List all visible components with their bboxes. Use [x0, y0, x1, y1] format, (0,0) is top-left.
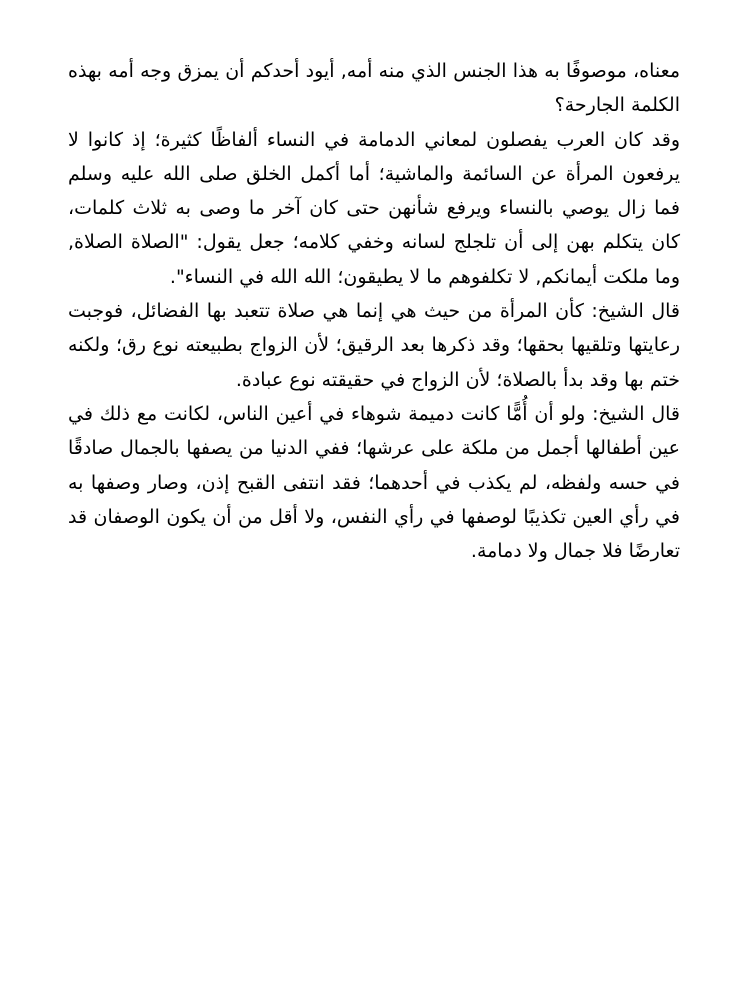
paragraph-4: قال الشيخ: ولو أن أُمًّا كانت دميمة شوهاء في أعين الناس، لكانت مع ذلك في عين أطفالها أجمل من ملكة على عرشها؛ ففي الدنيا من يصفها بالجمال صادقًا في حسه ولفظه، لم يكذب في أحدهما؛ فقد انتفى القبح إذن، وصار وصفها به في رأي العين تكذيبًا لوصفها في رأي النفس، ولا أقل من أن يكون الوصفان قد تعارضًا فلا جمال ولا دمامة.	[68, 402, 680, 563]
paragraph-1: معناه، موصوفًا به هذا الجنس الذي منه أمه, أيود أحدكم أن يمزق وجه أمه بهذه الكلمة الجارحة؟	[68, 60, 680, 117]
paragraph-2: وقد كان العرب يفصلون لمعاني الدمامة في النساء ألفاظًا كثيرة؛ إذ كانوا لا يرفعون المرأة عن السائمة والماشية؛ أما أكمل الخلق صلى الله عليه وسلم فما زال يوصي بالنساء ويرفع شأنهن حتى كان آخر ما وصى به ثلاث كلمات، كان يتكلم بهن إلى أن تلجلج لسانه وخفي كلامه؛ جعل يقول: "الصلاة الصلاة, وما ملكت أيمانكم, لا تكلفوهم ما لا يطيقون؛ الله الله في النساء".	[68, 128, 680, 288]
document-page	[68, 54, 680, 568]
paragraph-3: قال الشيخ: كأن المرأة من حيث هي إنما هي صلاة تتعبد بها الفضائل، فوجبت رعايتها وتلقيها بحقها؛ وقد ذكرها بعد الرقيق؛ لأن الزواج بطبيعته نوع رق؛ ولكنه ختم بها وقد بدأ بالصلاة؛ لأن الزواج في حقيقته نوع عبادة.	[68, 300, 680, 391]
